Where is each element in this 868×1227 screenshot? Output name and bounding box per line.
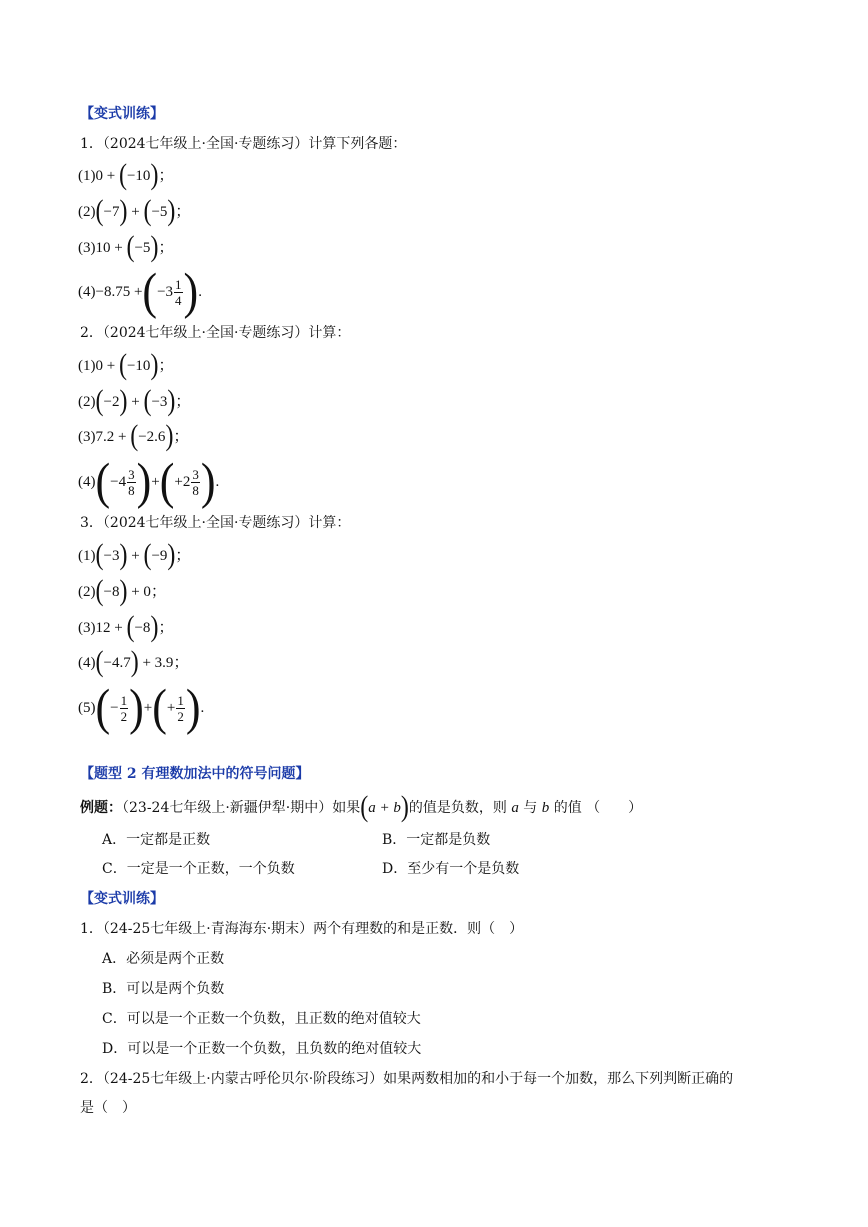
- q2-item-2: (2)(−2) + (−3)；: [78, 384, 191, 418]
- q3-item-3: (3)12 + (−8)；: [78, 610, 174, 644]
- q1-item-1: (1)0 + (−10)；: [78, 158, 174, 192]
- q1-item-3: (3)10 + (−5)；: [78, 230, 174, 264]
- practice-1-option-d: D．可以是一个正数一个负数，且负数的绝对值较大: [102, 1041, 422, 1057]
- q1-item-4: (4) −8.75 + ( −3 $\frac{1}{4}$ ) .: [78, 263, 202, 320]
- example-option-a: A．一定都是正数: [102, 832, 211, 848]
- q2-item-3: (3)7.2 + (−2.6)；: [78, 419, 189, 453]
- q3-item-4: (4)(−4.7) + 3.9；: [78, 645, 189, 679]
- q3-item-1: (1)(−3) + (−9)；: [78, 538, 191, 572]
- q2-item-1: (1)0 + (−10)；: [78, 348, 174, 382]
- practice-1-option-b: B．可以是两个负数: [102, 981, 225, 997]
- question-3-stem: 3．（2024七年级上·全国·专题练习）计算：: [80, 515, 351, 531]
- practice-2-stem-line-1: 2．（24-25七年级上·内蒙古呼伦贝尔·阶段练习）如果两数相加的和小于每一个加数，那么下列判断正确的: [80, 1071, 734, 1087]
- q2-item-4: (4) ( −4 $\frac{3}{8}$ ) + ( +2 $\frac{3}{8}$ ) .: [78, 453, 220, 510]
- practice-1-option-a: A．必须是两个正数: [102, 951, 225, 967]
- practice-1-stem: 1．（24-25七年级上·青海海东·期末）两个有理数的和是正数．则（ ）: [80, 921, 524, 937]
- example-option-c: C．一定是一个正数，一个负数: [102, 861, 295, 877]
- example-option-d: D．至少有一个是负数: [382, 861, 520, 877]
- section-heading-type-2: 【题型 2 有理数加法中的符号问题】: [80, 766, 310, 782]
- section-heading-practice: 【变式训练】: [80, 106, 164, 122]
- question-2-stem: 2．（2024七年级上·全国·专题练习）计算：: [80, 325, 351, 341]
- practice-2-stem-line-2: 是（ ）: [80, 1100, 136, 1116]
- question-1-stem: 1．（2024七年级上·全国·专题练习）计算下列各题：: [80, 136, 407, 152]
- q1-item-2: (2)(−7) + (−5)；: [78, 194, 191, 228]
- q3-item-2: (2)(−8) + 0；: [78, 574, 166, 608]
- example-question: 例题：（23-24七年级上·新疆伊犁·期中）如果(a + b)的值是负数，则 a 与 b 的值 （ ）: [80, 790, 643, 824]
- practice-1-option-c: C．可以是一个正数一个负数，且正数的绝对值较大: [102, 1011, 421, 1027]
- section-heading-practice-2: 【变式训练】: [80, 891, 164, 907]
- q3-item-5: (5) ( − $\frac{1}{2}$ ) + ( + $\frac{1}{2}$ ) .: [78, 679, 205, 736]
- example-option-b: B．一定都是负数: [382, 832, 491, 848]
